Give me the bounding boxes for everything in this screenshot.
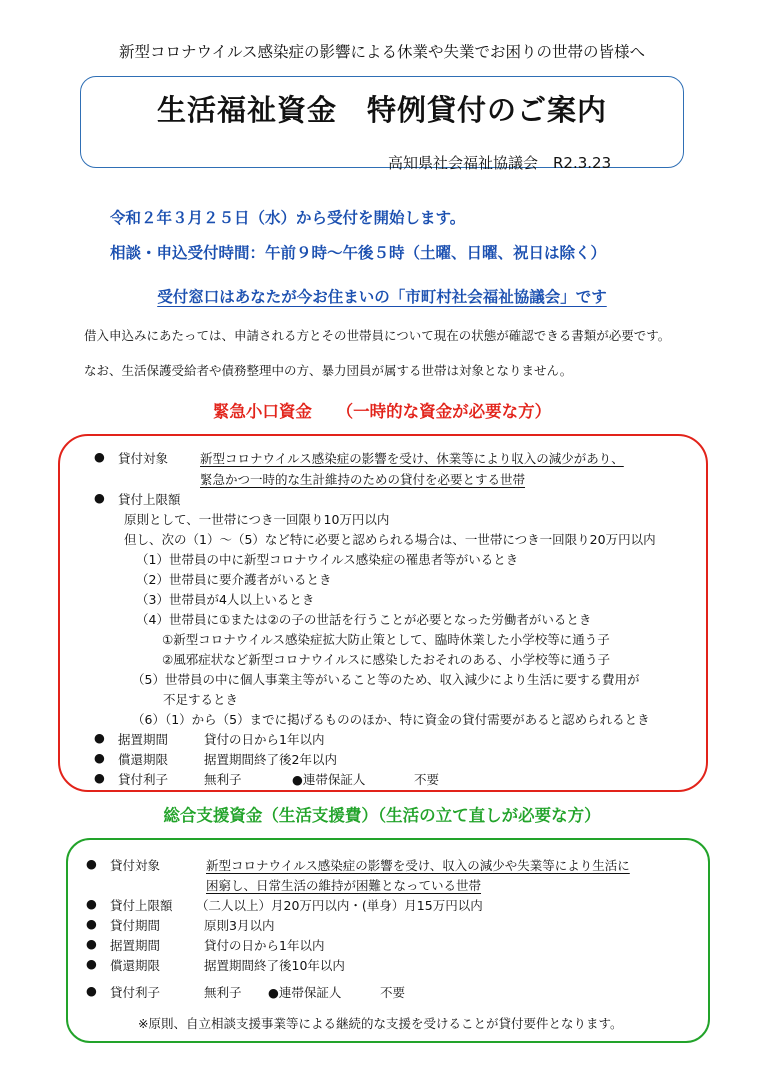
bullet: ● [86, 956, 97, 971]
footnote: ※原則、自立相談支援事業等による継続的な支援を受けることが貸付要件となります。 [138, 1016, 623, 1031]
condition-5b: 不足するとき [163, 692, 239, 707]
limit-value: （二人以上）月20万円以内・(単身）月15万円以内 [196, 898, 483, 913]
target-text-2: 困窮し、日常生活の維持が困難となっている世帯 [206, 878, 482, 893]
bullet: ● [94, 449, 105, 464]
defer-label: 据置期間 [118, 732, 169, 747]
defer-value: 貸付の日から1年以内 [204, 732, 325, 747]
defer-label: 据置期間 [110, 938, 161, 953]
target-label: 貸付対象 [118, 451, 169, 466]
bullet: ● [86, 936, 97, 951]
target-text-1: 新型コロナウイルス感染症の影響を受け、休業等により収入の減少があり、 [200, 451, 624, 466]
condition-1: （1）世帯員の中に新型コロナウイルス感染症の罹患者等がいるとき [136, 552, 519, 567]
guarantor-label: ●連帯保証人 [292, 772, 366, 787]
hours-text: 相談・申込受付時間：午前９時～午後５時（土曜、日曜、祝日は除く） [110, 244, 607, 262]
start-date-text: 令和２年３月２５日（水）から受付を開始します。 [110, 209, 466, 227]
bullet: ● [94, 730, 105, 745]
condition-4: （4）世帯員に①または②の子の世話を行うことが必要となった労働者がいるとき [136, 612, 592, 627]
organization-date: 高知県社会福祉協議会 R2.3.23 [388, 154, 612, 172]
window-text-label: 受付窓口はあなたが今お住まいの「市町村社会福祉協議会」です [157, 288, 607, 306]
condition-3: （3）世帯員が4人以上いるとき [136, 592, 315, 607]
bullet: ● [94, 490, 105, 505]
repay-label: 償還期限 [110, 958, 161, 973]
limit-label: 貸付上限額 [118, 492, 181, 507]
page-title: 生活福祉資金 特例貸付のご案内 [156, 93, 607, 127]
guarantor-value: 不要 [414, 772, 440, 787]
target-text-1: 新型コロナウイルス感染症の影響を受け、収入の減少や失業等により生活に [206, 858, 630, 873]
limit-line-1: 原則として、一世帯につき一回限り10万円以内 [124, 512, 390, 527]
general-fund-heading: 総合支援資金（生活支援費）（生活の立て直しが必要な方） [163, 806, 601, 825]
note-exclusions: なお、生活保護受給者や債務整理中の方、暴力団員が属する世帯は対象となりません。 [84, 363, 573, 378]
repay-value: 据置期間終了後10年以内 [204, 958, 345, 973]
target-label: 貸付対象 [110, 858, 161, 873]
interest-label: 貸付利子 [118, 772, 169, 787]
intro-text: 新型コロナウイルス感染症の影響による休業や失業でお困りの世帯の皆様へ [118, 43, 646, 61]
interest-label: 貸付利子 [110, 985, 161, 1000]
period-value: 原則3月以内 [204, 918, 275, 933]
bullet: ● [86, 896, 97, 911]
guarantor-label: ●連帯保証人 [268, 985, 342, 1000]
condition-4a: ①新型コロナウイルス感染症拡大防止策として、臨時休業した小学校等に通う子 [162, 632, 610, 647]
condition-5a: （5）世帯員の中に個人事業主等がいること等のため、収入減少により生活に要する費用が [132, 672, 640, 687]
interest-value: 無利子 [204, 772, 242, 787]
period-label: 貸付期間 [110, 918, 161, 933]
window-text [0, 285, 764, 307]
defer-value: 貸付の日から1年以内 [204, 938, 325, 953]
limit-line-2: 但し、次の（1）～（5）など特に必要と認められる場合は、一世帯につき一回限り20万円以内 [124, 532, 656, 547]
repay-label: 償還期限 [118, 752, 169, 767]
target-text-2: 緊急かつ一時的な生計維持のための貸付を必要とする世帯 [200, 472, 526, 487]
bullet: ● [86, 856, 97, 871]
emergency-fund-heading: 緊急小口資金 （一時的な資金が必要な方） [212, 402, 552, 421]
guarantor-value: 不要 [380, 985, 406, 1000]
bullet: ● [94, 770, 105, 785]
interest-value: 無利子 [204, 985, 242, 1000]
bullet: ● [94, 750, 105, 765]
limit-label: 貸付上限額 [110, 898, 173, 913]
condition-6: （6）（1）から（5）までに掲げるもののほか、特に資金の貸付需要があると認められるとき [132, 712, 650, 727]
repay-value: 据置期間終了後2年以内 [204, 752, 337, 767]
condition-4b: ②風邪症状など新型コロナウイルスに感染したおそれのある、小学校等に通う子 [162, 652, 610, 667]
bullet: ● [86, 983, 97, 998]
condition-2: （2）世帯員に要介護者がいるとき [136, 572, 332, 587]
bullet: ● [86, 916, 97, 931]
note-documents: 借入申込みにあたっては、申請される方とその世帯員について現在の状態が確認できる書類が必要です。 [84, 328, 671, 343]
